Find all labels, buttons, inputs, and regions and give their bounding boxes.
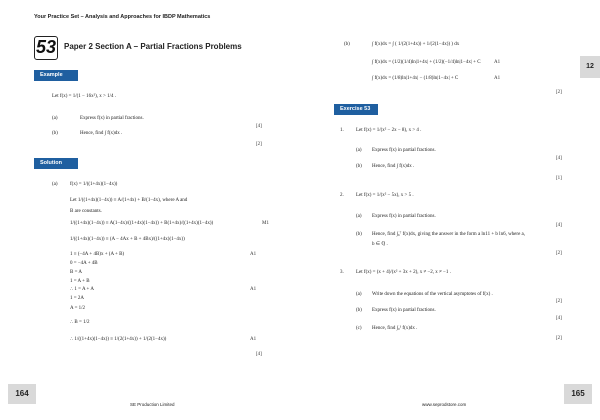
- question-stem: Let f(x) = 1/(x² − 5x), x > 5 .: [356, 193, 414, 198]
- solution-line: 1 = A + B: [70, 279, 90, 284]
- question-part-text: Express f(x) in partial fractions.: [372, 214, 436, 219]
- running-header: Your Practice Set – Analysis and Approaches for IBDP Mathematics: [34, 14, 211, 20]
- solution-part-label: (a): [52, 182, 58, 187]
- left-page-number: 164: [8, 384, 36, 404]
- question-part-text: Hence, find ∫₆⁷ f(x)dx, giving the answer in the form a ln11 + b ln6, where a,: [372, 232, 526, 237]
- solution-line: f(x) = 1/((1+4x)(1−4x)): [70, 182, 118, 187]
- question-part-marks: [4]: [556, 316, 562, 321]
- question-part-marks: [4]: [556, 223, 562, 228]
- solution-line: Let 1/((1+4x)(1−4x)) ≡ A/(1+4x) + B/(1−4x), where A and: [70, 198, 188, 203]
- question-part-label: (a): [356, 214, 362, 219]
- question-stem: Let f(x) = 1/(x² − 2x − 8), x > 4 .: [356, 128, 422, 133]
- question-part-marks: [4]: [556, 156, 562, 161]
- solution-line: ∴ 1/((1+4x)(1−4x)) ≡ 1/(2(1+4x)) + 1/(2(1−4x)): [70, 337, 167, 342]
- example-part-label: (b): [52, 131, 58, 136]
- solution-marks: A1: [250, 287, 257, 292]
- question-part-text: Write down the equations of the vertical asymptotes of f(x) .: [372, 292, 493, 297]
- chapter-number-badge: 53: [34, 36, 58, 60]
- footer-website[interactable]: www.seprodstore.com: [422, 402, 467, 407]
- solution-line: 1/((1+4x)(1−4x)) ≡ (A − 4Ax + B + 4Bx)/((1+4x)(1−4x)): [70, 237, 185, 242]
- question-part-label: (c): [356, 326, 362, 331]
- question-part-text: Hence, find ∫₀¹ f(x)dx .: [372, 326, 418, 331]
- right-solution-marks: A1: [494, 76, 501, 81]
- solution-line: 0 = −4A + 4B: [70, 261, 98, 266]
- right-solution-marks: A1: [494, 60, 501, 65]
- question-part-text: Express f(x) in partial fractions.: [372, 308, 436, 313]
- solution-line: ∴ 1 = A + A: [70, 287, 94, 292]
- question-part-marks: [2]: [556, 251, 562, 256]
- question-part-label: (a): [356, 148, 362, 153]
- example-part-text: Hence, find ∫ f(x)dx .: [80, 131, 123, 136]
- question-part-marks: [2]: [556, 299, 562, 304]
- footer-publisher: SE Production Limited: [130, 402, 175, 407]
- question-number: 2.: [340, 193, 344, 198]
- solution-line: B = A: [70, 270, 82, 275]
- example-heading: Example: [34, 70, 78, 81]
- question-number: 1.: [340, 128, 344, 133]
- example-stem: Let f(x) = 1/(1 − 16x²), x > 1/4 .: [52, 94, 116, 99]
- question-part-label: (b): [356, 164, 362, 169]
- right-solution-label: (b): [344, 42, 350, 47]
- solution-heading: Solution: [34, 158, 78, 169]
- solution-line: B are constants.: [70, 209, 102, 214]
- solution-marks: M1: [262, 221, 269, 226]
- question-part-marks: [1]: [556, 176, 562, 181]
- question-part-text: Hence, find ∫ f(x)dx .: [372, 164, 415, 169]
- solution-line: 1/((1+4x)(1−4x)) ≡ A(1−4x)/((1+4x)(1−4x)) + B(1+4x)/((1+4x)(1−4x)): [70, 221, 214, 226]
- question-part-label: (a): [356, 292, 362, 297]
- right-solution-line: ∫ f(x)dx = ∫ ( 1/(2(1+4x)) + 1/(2(1−4x)) ) dx: [372, 42, 460, 47]
- question-part-marks: [2]: [556, 336, 562, 341]
- right-solution-line: ∫ f(x)dx = (1/2)(1/4)ln|1+4x| + (1/2)(−1/4)ln|1−4x| + C: [372, 60, 481, 65]
- question-number: 3.: [340, 270, 344, 275]
- solution-marks: A1: [250, 337, 257, 342]
- exercise-heading: Exercise 53: [334, 104, 378, 115]
- example-part-text: Express f(x) in partial fractions.: [80, 116, 144, 121]
- solution-line: ∴ B = 1/2: [70, 320, 90, 325]
- question-stem: Let f(x) = (x + 4)/(x² + 3x + 2), x ≠ −2, x ≠ −1 .: [356, 270, 451, 275]
- solution-line: A = 1/2: [70, 306, 86, 311]
- chapter-side-tab[interactable]: 12: [580, 56, 600, 78]
- right-solution-line: ∫ f(x)dx = (1/8)ln|1+4x| − (1/8)ln|1−4x| + C: [372, 76, 459, 81]
- example-part-marks: [2]: [256, 142, 262, 147]
- right-solution-end-marks: [2]: [556, 90, 562, 95]
- solution-line: 1 = 2A: [70, 296, 84, 301]
- question-part-label: (b): [356, 232, 362, 237]
- chapter-title: Paper 2 Section A – Partial Fractions Problems: [64, 42, 242, 51]
- question-part-text: Express f(x) in partial fractions.: [372, 148, 436, 153]
- question-part-label: (b): [356, 308, 362, 313]
- right-page-number: 165: [564, 384, 592, 404]
- solution-line: 1 ≡ (−4A + 4B)x + (A + B): [70, 252, 125, 257]
- example-part-marks: [4]: [256, 124, 262, 129]
- solution-marks: A1: [250, 252, 257, 257]
- solution-end-marks: [4]: [256, 352, 262, 357]
- question-part-text: b ∈ ℚ .: [372, 242, 388, 247]
- example-part-label: (a): [52, 116, 58, 121]
